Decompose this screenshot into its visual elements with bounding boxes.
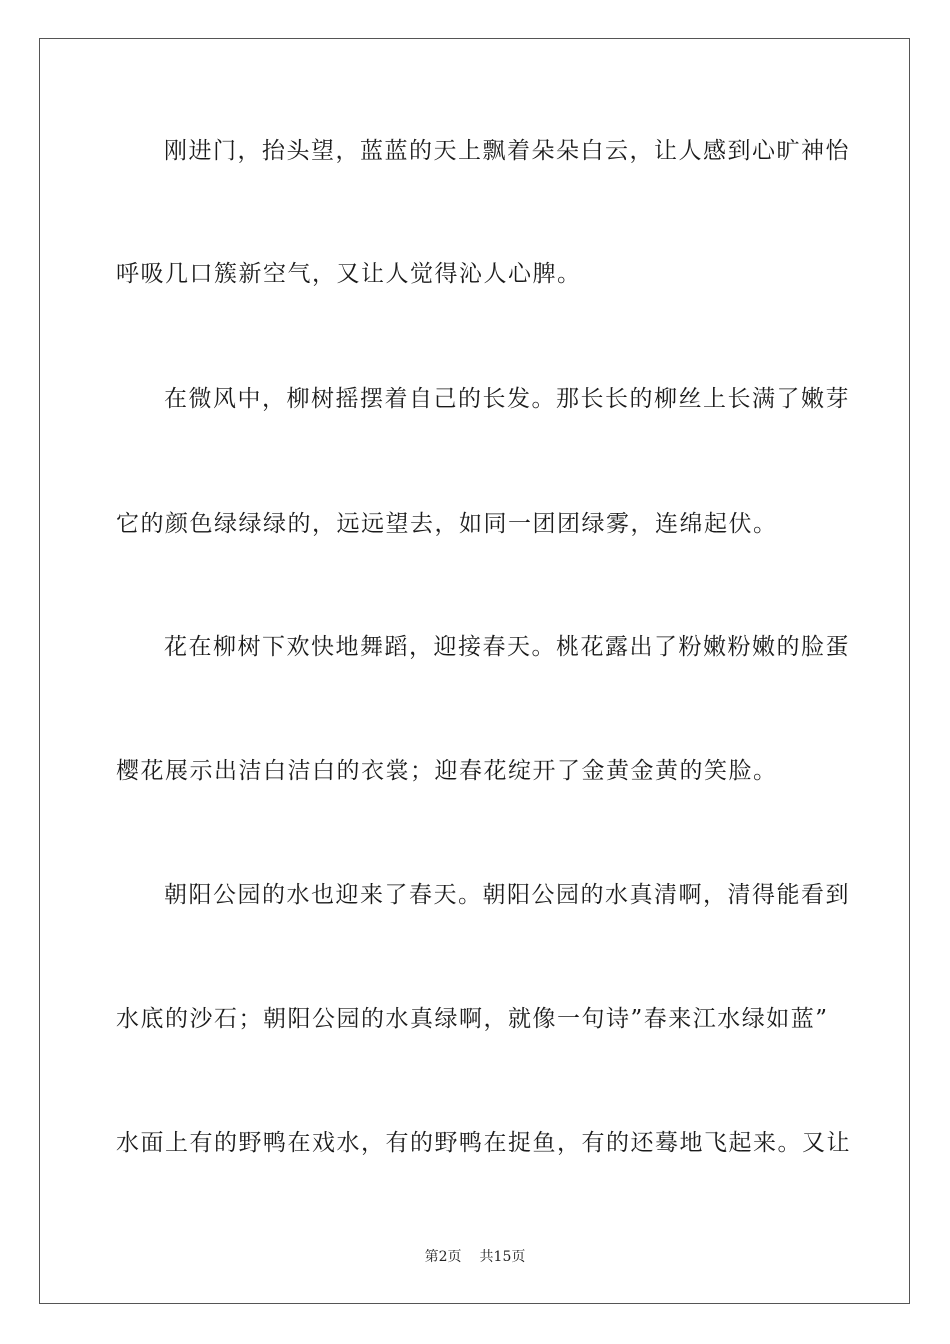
page-number: 第2页 xyxy=(424,1249,462,1265)
paragraph-line: 樱花展示出洁白洁白的衣裳；迎春花绽开了金黄金黄的笑脸。 xyxy=(116,758,778,784)
paragraph-line: 花在柳树下欢快地舞蹈，迎接春天。桃花露出了粉嫩粉嫩的脸蛋 xyxy=(164,634,850,660)
paragraph-line: 它的颜色绿绿绿的，远远望去，如同一团团绿雾，连绵起伏。 xyxy=(116,511,778,537)
page-footer xyxy=(0,1248,950,1266)
page-frame xyxy=(39,38,910,1304)
paragraph-line: 朝阳公园的水也迎来了春天。朝阳公园的水真清啊，清得能看到 xyxy=(164,882,850,908)
paragraph-line: 在微风中，柳树摇摆着自己的长发。那长长的柳丝上长满了嫩芽 xyxy=(164,386,850,412)
paragraph-line: 刚进门，抬头望，蓝蓝的天上飘着朵朵白云，让人感到心旷神怡 xyxy=(164,138,850,164)
paragraph-line: 水底的沙石；朝阳公园的水真绿啊，就像一句诗”春来江水绿如蓝” xyxy=(116,1006,829,1032)
page-total: 共15页 xyxy=(479,1249,526,1265)
paragraph-line: 水面上有的野鸭在戏水，有的野鸭在捉鱼，有的还蓦地飞起来。又让 xyxy=(116,1130,851,1156)
paragraph-line: 呼吸几口簇新空气，又让人觉得沁人心脾。 xyxy=(116,261,582,287)
